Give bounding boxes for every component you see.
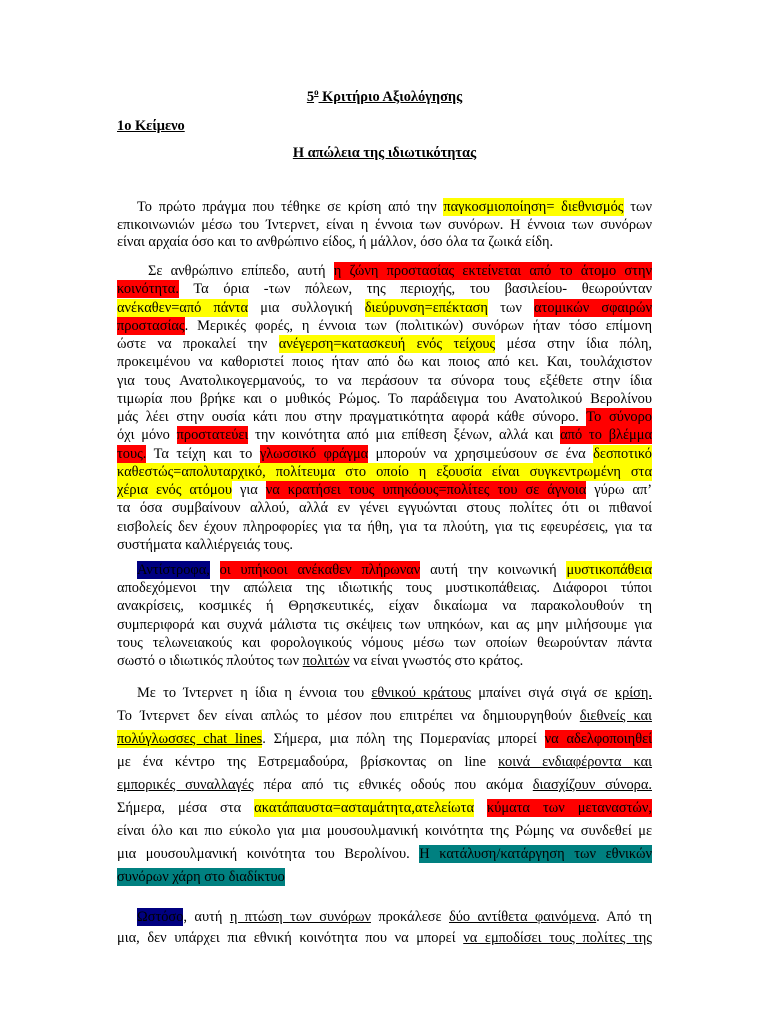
text-run: συστήματα καλλιέργειάς τους. — [117, 536, 293, 553]
text-run: μέσα στην ίδια πόλη, — [495, 336, 652, 353]
text-line — [117, 866, 652, 889]
text-run: Με το Ίντερνετ η ίδια η έννοια του — [137, 684, 372, 701]
text-run: , αυτή — [183, 908, 230, 925]
text-run: Τα τείχη και το — [146, 445, 260, 462]
underlined-text: δύο αντίθετα φαινόμενα — [448, 908, 597, 925]
highlight-yellow: χέρια ενός ατόμου — [117, 482, 232, 499]
highlight-teal: Η κατάλυση/κατάργηση των εθνικών — [419, 845, 652, 862]
title-number: 5 — [306, 89, 315, 105]
text-line — [117, 597, 652, 615]
text-line — [117, 652, 652, 670]
highlight-yellow: ανέκαθεν=από πάντα — [117, 299, 249, 316]
title-text: Κριτήριο Αξιολόγησης — [318, 89, 463, 105]
text-run: των — [487, 299, 534, 316]
text-run: Σήμερα, μέσα στα — [117, 799, 255, 816]
text-line — [117, 728, 652, 751]
highlight-yellow: καθεστώς=απολυταρχικό, πολίτευμα στο οποίο η εξουσία είναι συγκεντρωμένη στα — [117, 463, 652, 480]
text-run: να είναι γνωστός στο κράτος. — [349, 653, 524, 670]
text-run: Τα όρια -των πόλεων, της περιοχής, του βασιλείου- θεωρούνταν — [178, 281, 652, 298]
text-line — [117, 299, 652, 317]
underlined-text: να εμποδίσει τους πολίτες της — [463, 929, 653, 946]
text-line — [117, 262, 652, 280]
text-run: . Μερικές φορές, η έννοια των (πολιτικών) συνόρων ήταν τόσο επίμονη — [184, 317, 652, 334]
highlight-red: οι υπήκοοι ανέκαθεν πλήρωναν — [219, 562, 421, 578]
page-title — [117, 88, 652, 106]
paragraph-5 — [117, 907, 652, 949]
text-line — [117, 774, 652, 797]
text-run: επικοινωνιών μέσω του Ίντερνετ, είναι η έννοια των συνόρων. Η έννοια των συνόρων — [117, 216, 652, 233]
text-run: μπορούν να χρησιμεύσουν σε ένα — [368, 445, 594, 462]
text-run: αποδεχόμενοι την απώλεια της ιδιωτικής τους μυστικοπάθειας. Διάφοροι τύποι — [117, 580, 652, 597]
text-line — [117, 199, 652, 217]
paragraph-3 — [117, 561, 652, 670]
highlight-yellow: ακατάπαυστα=ασταμάτητα,ατελείωτα — [254, 799, 474, 816]
text-line — [117, 797, 652, 820]
underlined-text: εμπορικές συναλλαγές — [117, 776, 254, 793]
highlight-yellow: ανέγερση=κατασκευή ενός τείχους — [278, 336, 496, 353]
text-run: αυτή την κοινωνική — [420, 562, 567, 578]
underlined-text: η πτώση των συνόρων — [229, 908, 371, 925]
text-run: για — [231, 482, 266, 499]
text-run: μια συλλογική — [248, 299, 365, 316]
text-run: . Σήμερα, μια πόλη της Πομερανίας μπορεί — [262, 730, 545, 747]
text-line — [117, 372, 652, 390]
highlight-teal: συνόρων χάρη στο διαδίκτυο — [117, 868, 285, 885]
subtitle: Η απώλεια της ιδιωτικότητας — [292, 145, 477, 161]
text-run: είναι όλο και πιο εύκολο για μια μουσουλμανική κοινότητα της Ρώμης να συνδεθεί με — [117, 822, 652, 839]
text-line — [117, 579, 652, 597]
text-line — [117, 499, 652, 517]
highlight-yellow: παγκοσμιοποίηση= διεθνισμός — [443, 199, 624, 215]
text-run: . Από τη — [596, 908, 652, 925]
paragraph-2 — [117, 262, 652, 554]
text-line — [117, 234, 652, 252]
text-run: ανακρίσεις, κοσμικές ή Θρησκευτικές, είχαν δικαίωμα να παρακολουθούν τη — [117, 598, 652, 615]
highlight-red: κοινότητα. — [117, 281, 179, 298]
highlight-red: γλωσσικό φράγμα — [259, 445, 369, 462]
highlight-red: από το βλέμμα — [560, 427, 653, 444]
text-line — [117, 408, 652, 426]
highlight-yellow-underlined: πολύγλωσσες chat lines — [117, 730, 263, 747]
highlight-red: προστασίας — [117, 317, 185, 334]
highlight-red: η ζώνη προστασίας εκτείνεται από το άτομο στην — [333, 263, 652, 279]
text-line — [117, 561, 652, 579]
text-line — [117, 536, 652, 554]
text-line — [117, 335, 652, 353]
text-run: είναι αρχαία όσο και το ανθρώπινο είδος, ή μάλλον, όσο όλα τα ζωικά είδη. — [117, 234, 554, 250]
paragraph-4 — [117, 682, 652, 889]
text-run: Σε ανθρώπινο επίπεδο, αυτή — [148, 263, 334, 279]
underlined-text: διεθνείς και — [579, 707, 652, 724]
text-run: τους τελωνειακούς και φορολογικούς νόμους μέσω των οποίων θεωρούνταν πάντα — [117, 634, 652, 651]
text-line — [117, 928, 652, 949]
text-run: συμπεριφορά και συχνά μάλιστα τις σκέψεις των υπηκόων, και ας μην μιλήσουμε για — [117, 616, 652, 633]
highlight-red: κύματα των μεταναστών, — [487, 799, 652, 816]
text-run: μια, δεν υπάρχει πια εθνική κοινότητα που να μπορεί — [117, 929, 464, 946]
text-run: γύρω απ’ — [586, 482, 653, 499]
text-run: προκειμένου να καθοριστεί ποιος ήταν από δω και ποιος από κει. Και, τουλάχιστον — [117, 354, 652, 371]
text-run: μπαίνει σιγά σιγά σε — [470, 684, 615, 701]
section-heading — [117, 117, 652, 135]
highlight-yellow: διεύρυνση=επέκταση — [364, 299, 488, 316]
text-run: σωστό ο ιδιωτικός πλούτος των — [117, 653, 303, 670]
text-title — [117, 144, 652, 162]
text-line — [117, 463, 652, 481]
text-run: την κοινότητα από μια επίθεση ξένων, αλλά και — [248, 427, 561, 444]
highlight-red: Το σύνορο — [586, 409, 652, 426]
text-run: προκάλεσε — [370, 908, 449, 925]
highlight-yellow: δεσποτικό — [593, 445, 652, 462]
text-run: όχι μόνο — [117, 427, 177, 444]
text-run: μια μουσουλμανική κοινότητα του Βερολίνου. — [117, 845, 420, 862]
text-run — [474, 800, 487, 816]
text-run: πέρα από τις εθνικές οδούς που ακόμα — [253, 776, 533, 793]
text-line — [117, 426, 652, 444]
highlight-navy: Ωστόσο — [137, 908, 184, 925]
text-run: για τους Ανατολικογερμανούς, το να περάσουν τα σύνορα τους εξέθετε στην ίδια — [117, 372, 652, 389]
text-run: τα όσα συμβαίνουν αλλού, αλλά εν γένει εγγυώνται στους πολίτες ότι οι πιθανοί — [117, 500, 652, 517]
text-line — [117, 751, 652, 774]
highlight-red: τους. — [117, 445, 147, 462]
highlight-red: προστατεύει — [176, 427, 249, 444]
text-line — [117, 353, 652, 371]
text-run: Το Ίντερνετ δεν είναι απλώς το μέσον που επιτρέπει να δημιουργηθούν — [117, 707, 580, 724]
text-line — [117, 634, 652, 652]
text-line — [117, 445, 652, 463]
underlined-text: διασχίζουν σύνορα. — [532, 776, 652, 793]
highlight-red: να αδελφοποιηθεί — [544, 730, 653, 747]
text-run: των — [623, 199, 653, 215]
underlined-text: κρίση. — [614, 684, 652, 701]
highlight-red: ατομικών σφαιρών — [534, 299, 652, 316]
text-line — [117, 217, 652, 235]
text-run: μάς λέει στην ουσία κάτι που στην πραγματικότητα αφορά κάθε σύνορο. — [117, 409, 587, 426]
highlight-red: να κρατήσει τους υπηκόους=πολίτες του σε άγνοια — [265, 482, 587, 499]
text-run: εισβολείς δεν έχουν πληροφορίες για τα ήθη, για τα πλούτη, για τις εφευρέσεις, για τα — [117, 518, 652, 535]
highlight-yellow: μυστικοπάθεια — [566, 562, 652, 578]
highlight-navy: Αντίστροφα, — [137, 562, 210, 578]
text-line — [117, 820, 652, 843]
section-label: 1ο Κείμενο — [117, 118, 185, 134]
text-line — [117, 843, 652, 866]
paragraph-1 — [117, 199, 652, 252]
underlined-text: πολιτών — [302, 653, 350, 670]
text-run: Το πρώτο πράγμα που τέθηκε σε κρίση από την — [137, 199, 444, 215]
text-line — [117, 518, 652, 536]
text-run: τιμωρία που βρήκε και ο μυθικός Ρώμος. Το παράδειγμα του Ανατολικού Βερολίνου — [117, 390, 652, 407]
text-line — [117, 682, 652, 705]
text-line — [117, 390, 652, 408]
title-ordinal-superscript: ο — [314, 87, 319, 98]
text-line — [117, 705, 652, 728]
text-line — [117, 907, 652, 928]
underlined-text: κοινά ενδιαφέροντα και — [498, 753, 653, 770]
underlined-text: εθνικού κράτους — [371, 684, 471, 701]
text-line — [117, 481, 652, 499]
text-run: με ένα κέντρο της Εστρεμαδούρα, βρίσκοντας on line — [117, 753, 499, 770]
text-line — [117, 317, 652, 335]
text-line — [117, 280, 652, 298]
text-run — [210, 562, 220, 578]
text-line — [117, 616, 652, 634]
text-run: ώστε να προκαλεί την — [117, 336, 279, 353]
